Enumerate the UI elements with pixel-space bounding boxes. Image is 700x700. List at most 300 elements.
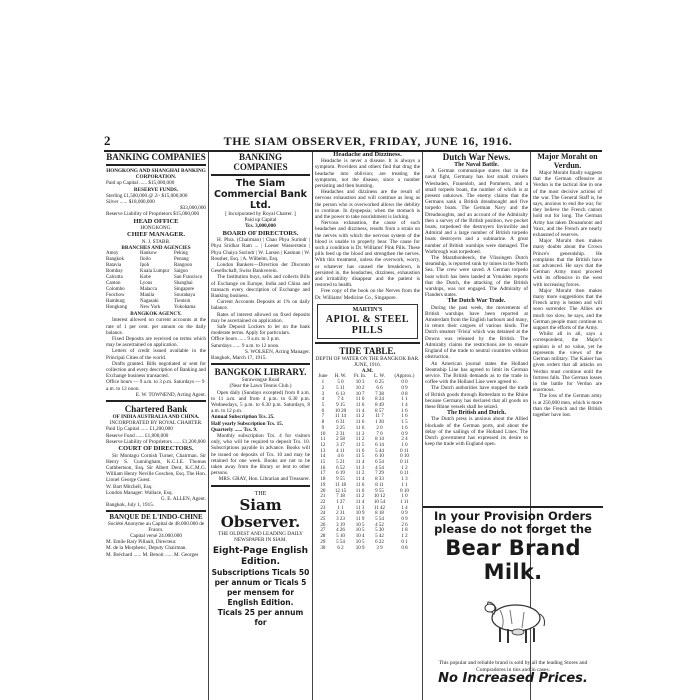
scb-date: Bangkok, March 17, 1915.	[211, 354, 267, 361]
sterling-line: Sterling £1,500,000 @ 2/- $15,000,000	[106, 192, 188, 199]
tide-cell: 4 11	[336, 448, 345, 454]
banking-title: BANKING COMPANIES	[106, 152, 206, 162]
tide-cell: 2	[321, 385, 325, 391]
tide-cell: 1 6	[401, 425, 408, 431]
cow-illustration	[480, 580, 550, 650]
tide-cell: 11 6	[355, 488, 365, 494]
divider	[106, 510, 206, 512]
tide-cell: 3 19	[336, 522, 345, 528]
tide-cell: 6 19	[336, 471, 345, 477]
chartered-inc: INCORPORATED BY ROYAL CHARTER.	[109, 420, 203, 427]
dutch-subtitle: The Naval Battle.	[454, 162, 499, 168]
tide-cell: 3 17	[336, 442, 345, 448]
tide-cell: 0 9	[401, 517, 408, 523]
martins-name: MARTIN'S	[352, 306, 383, 313]
branch-item: Penang	[174, 257, 189, 263]
scb-signature: S. WOLKEN, Acting Manager.	[244, 348, 310, 355]
column-verdun	[533, 152, 602, 507]
tide-header-cell: June	[318, 374, 328, 380]
paper-the: THE	[254, 490, 267, 497]
verdun-paragraph: Major Moraht finally suggests that the German offensive at Verdun is the tactical line in one of the most decisive actions of the war. The General Staff is, he says, anxious to end the war, for they believe the French cannot hold out for long. The German Army has taken Douaumont and Vaux, and the French are nearly exhausted of reserves.	[533, 170, 602, 239]
tide-cell: 10	[320, 431, 326, 437]
tide-cell: 1 1	[401, 397, 408, 403]
branch-item: Malacca	[140, 287, 157, 293]
dutch-paragraph: A German communique states that in the naval fight, Germany has lost small cruisers Wiesbaden, Frauenlob, and Pommern, and a small torpedo boats, the number of which is at present unknown. The enemy claims that the Germans sank a British dreadnought and five torpedo boats. The German Navy and the Dreadnoughts, and an account of the Admiralty then a survey of the British position, two pocket boats, torpedoed the destroyers Invincible and Admiral and a large number of British torpedo boats destroyers and a submarine. A great number of British warships were damaged. The Warbrough was torpedoed.	[425, 168, 528, 255]
tide-cell: 11 6	[355, 403, 365, 408]
tide-cell: 1 0	[401, 494, 408, 500]
bangkok-date: Bangkok, July 1, 1915.	[106, 502, 155, 509]
tide-cell: 0 11	[400, 448, 409, 454]
branch-item: Shanghai	[174, 281, 193, 287]
tide-cell: 5 54	[336, 539, 345, 545]
paper-subtitle: THE OLDEST AND LEADING DAILY NEWSPAPER IN SIAM.	[218, 530, 303, 544]
indochine-line: M. Bréchard ...... M. Benoit ...... M. Georges	[106, 551, 199, 558]
tide-cell: 11 6	[355, 448, 365, 454]
divider	[106, 164, 206, 166]
reserve-liability: Reserve Liability of Proprietors $15,000,000	[106, 211, 200, 218]
tide-cell: 11 2	[355, 437, 365, 443]
interest-paragraph: Interest allowed on current accounts at the rate of 1 per cent. per annum on the daily balance.	[106, 317, 206, 336]
tide-cell: 4 26	[336, 528, 345, 534]
branch-item: Singapore	[174, 287, 195, 293]
branch-item: Iloilo	[140, 257, 151, 263]
court-title: COURT OF DIRECTORS.	[118, 445, 194, 453]
paper-name: Siam Observer.	[220, 495, 301, 531]
tide-cell: 26	[320, 522, 326, 528]
reserve-liability-2: Reserve Liability of Proprietors ...... £1,200,000	[106, 438, 206, 445]
tide-cell: 11 14	[334, 414, 346, 420]
tide-cell: 1 27	[336, 499, 345, 505]
tide-cell: 6 22	[375, 539, 384, 545]
scb-registered: [ Incorporated by Royal Charter. ]	[225, 211, 296, 217]
subscription-line: English Edition.	[227, 598, 294, 608]
divider	[211, 363, 310, 365]
tide-cell: 7 0	[376, 431, 383, 437]
indochine-line: M. Emile Rary Pillault, Directeur.	[106, 539, 177, 546]
tide-cell: 5	[321, 403, 325, 408]
tide-cell: 1 30	[375, 420, 384, 426]
dutch-paragraph: During the past week, the movements of British warships have been reported at Amsterdam from the English harbours and many, in return their cargoes of various kinds. The Dutch steamer 'Frisia' which was detained at the Downs was released by the British. The Admiralty claims the restrictions are to ensure England of the trade to neutral countries without obstruction.	[425, 304, 528, 361]
capital-line: Paid up Capital ...... $15,000,000	[106, 180, 175, 187]
tide-cell: 17	[320, 471, 326, 477]
tide-cell: 4 54	[375, 465, 384, 471]
belgian-title: The British and Dutch.	[446, 410, 506, 417]
tide-cell: 6 25	[375, 380, 384, 386]
divider	[211, 485, 310, 487]
tide-cell: 2 31	[336, 511, 345, 517]
hsbc-name: HONGKONG AND SHANGHAI BANKING CORPORATION.	[106, 168, 206, 181]
total-line: $33,000,000	[180, 205, 206, 212]
branch-item: Bangkok	[106, 257, 125, 263]
tide-cell: 15	[320, 460, 326, 466]
masthead	[104, 133, 602, 151]
tide-cell: 5 10	[336, 534, 345, 540]
library-hours: Open daily (Sundays excepted) from 8 a.m. to 11 a.m. and from 4 p.m. to 6.30 p.m. Wednesdays, 5 p.m. to 6.30 p.m. Saturdays, 8 a.m. to 12 p.m.	[211, 389, 310, 415]
tide-cell: 5 30	[375, 528, 384, 534]
directors-paragraph: Sir Montagu Cornish Turner, Chairman. Sir Henry S. Cunningham, K.C.I.E. Thomas Cuthbertson, Esq. Sir Albert Dent, K.C.M.G. William Henry Neville Goschen, Esq. The Hon. Lionel George Guest.	[106, 452, 206, 484]
tide-cell: 8	[321, 420, 325, 426]
branch-item: Ipoh	[140, 263, 150, 269]
branch-item: Hankow	[140, 251, 157, 257]
branch-item: Manila	[140, 293, 155, 299]
branch-item: Tientsin	[174, 299, 191, 305]
tide-cell: 27	[320, 528, 326, 534]
branch-item: Canton	[106, 281, 121, 287]
tide-cell: 11 42	[373, 505, 386, 511]
tide-cell: 11 2	[355, 494, 365, 500]
tide-cell: 1 0	[401, 442, 408, 448]
tide-cell: 5 42	[375, 534, 384, 540]
tide-cell: 6	[321, 408, 325, 414]
tide-cell: 12	[320, 442, 326, 448]
tide-cell: 6 13	[336, 391, 345, 397]
branch-item: Kobe	[140, 275, 151, 281]
tide-cell: 1 6	[401, 414, 408, 420]
tide-cell: 11 5	[355, 454, 365, 460]
office-hours-2: Office hours ...... 9 a.m. to 3 p.m.	[211, 336, 280, 343]
tide-cell: 0 9	[401, 511, 408, 517]
office-hours: Office hours — 9 a.m. to 3 p.m. Saturdays — 9 a.m. to 12 noon.	[106, 379, 205, 392]
indochine-capital: Capital versé 24.000.000	[130, 533, 182, 540]
tide-cell: 4	[321, 397, 325, 403]
chartered-sub: OF INDIA AUSTRALIA AND CHINA.	[112, 414, 200, 421]
tide-cell: 0 10	[400, 454, 409, 460]
branch-item: Hamburg	[106, 299, 125, 305]
tide-cell: 8 11	[375, 482, 384, 488]
indochine-sub: Société Anonyme au Capital de 48.000.000 de Francs.	[107, 520, 205, 533]
tide-cell: 10 9	[355, 511, 365, 517]
tide-cell: 11	[320, 437, 326, 443]
library-road: Surawongse Road	[241, 377, 280, 384]
tide-cell: 6 2	[337, 545, 344, 551]
branch-item: Foochow	[106, 293, 125, 299]
tide-cell: 1 6	[401, 408, 408, 414]
scb-paid-up: Paid up Capital	[244, 217, 277, 224]
column-divider	[208, 152, 209, 700]
tide-cell: 7 4	[337, 397, 344, 403]
tide-cell: 7 18	[336, 494, 345, 500]
tide-cell: 11 3	[355, 505, 365, 511]
tide-cell: 10 9	[355, 545, 365, 551]
business-paragraph: The Institution buys, sells and collects Bills of Exchange on Europe, India and China and transacts every description of Exchange and Banking business.	[211, 274, 310, 299]
tide-cell: 19	[320, 482, 326, 488]
tide-cell: 10 4	[355, 534, 365, 540]
tide-cell: 9 55	[375, 488, 384, 494]
tide-cell: 9 55	[336, 477, 345, 483]
bear-brand-advertisement	[424, 510, 602, 584]
fixed-deposits: Rates of interest allowed on fixed deposits may be ascertained on application.	[211, 311, 310, 324]
tide-cell: 22	[320, 499, 326, 505]
tide-cell: 5 21	[336, 460, 345, 466]
tide-row	[315, 546, 420, 552]
tide-title: TIDE TABLE.	[339, 345, 396, 356]
tide-cell: 11 18	[334, 482, 346, 488]
library-near: (Near the Lawn Tennis Club.)	[229, 383, 292, 390]
tide-cell: 1 2	[401, 465, 408, 471]
tide-cell: 6 6	[376, 385, 383, 391]
tide-cell: 11 3	[355, 465, 365, 471]
tide-cell: 2 6	[401, 522, 408, 528]
tide-cell: 10 5	[355, 539, 365, 545]
tide-cell: 25	[320, 517, 326, 523]
divider	[315, 342, 420, 344]
tide-cell: 11 4	[355, 477, 365, 483]
branch-item: Saigon	[174, 269, 188, 275]
fixed-deposits-paragraph: Fixed Deposits are received on terms which may be ascertained on application.	[106, 336, 206, 349]
eight-page-edition: Eight-Page English Edition.	[212, 546, 309, 568]
ad-footer	[424, 660, 602, 686]
tide-cell: 1 3	[401, 477, 408, 483]
headache-paragraph: Free copy of the book on the Nerves from the Dr. Williams' Medicine Co., Singapore.	[315, 288, 420, 301]
indochine-line: M. de la Morphenc, Deputy Chairman.	[106, 545, 187, 552]
tide-cell: 28	[320, 534, 326, 540]
branch-item: Lyons	[140, 281, 153, 287]
monthly-paragraph: Monthly subscription Tcs. 4 for visitors only, who will be required to deposit Tcs. 10. Subscriptions payable in advance. Books will be issued on deposits of Tcs. 10 and may be retained for one week. Books are not to be taken away from the library or lent to other persons.	[211, 433, 310, 477]
tide-cell: 12 15	[334, 488, 347, 494]
tide-cell: 8 57	[375, 408, 384, 414]
tide-header-cell: L. W.	[374, 374, 385, 380]
page-number: 2	[104, 133, 111, 148]
verdun-paragraph: Major Moraht then makes many doubts about the Crown Prince's generalship. He complains that the British have not advanced. He says that the German Army must proceed with its offensive in the west with increasing forces.	[533, 238, 602, 288]
tide-cell: 1	[321, 380, 325, 386]
tide-cell: 7 29	[375, 471, 384, 477]
subscription-line: Ticals 25 per annum for	[217, 608, 304, 628]
annual-subscription: Annual Subscription Tcs. 25.	[211, 414, 275, 421]
tide-cell: 0 9	[401, 385, 408, 391]
trade-title: The Dutch War Trade.	[447, 298, 506, 305]
tide-cell: 1 1	[401, 482, 408, 488]
verdun-title: Major Moraht on Verdun.	[537, 152, 598, 170]
branch-item: Amoy	[106, 251, 119, 257]
reserve-fund: Reserve Fund ...... £1,800,000	[106, 432, 169, 439]
tide-header-cell: Ft. In.	[354, 374, 367, 380]
tide-table	[315, 374, 420, 551]
tide-cell: 11 7	[375, 414, 384, 420]
column-divider	[422, 152, 423, 700]
headache-paragraph: Headaches and dizziness are the result of nervous exhaustion and will continue as long as the person who is overworked allows the debility to continue. In dyspepsia; when the stomach is and the power to take nourishment is lacking.	[315, 189, 420, 221]
head-office-city: HONGKONG.	[140, 225, 172, 232]
dutch-paragraph: The Marathonbeeck, the Vlissingen Dutch steamship, is reported sunk by mines in the North Sea. The crew were saved. A German torpedo boat which has been landed at Ymuiden reports that the Dutch, the attacking of the British warships, was not engaged. The Admiralty of Flanders states.	[425, 255, 528, 299]
tide-cell: 11 6	[355, 397, 365, 403]
tide-cell: 4 6	[337, 454, 344, 460]
tide-cell: 1 8	[401, 528, 408, 534]
tide-cell: 10 12	[373, 494, 386, 500]
paid-up-capital: Paid Up Capital ...... £1,200,000	[106, 426, 173, 433]
tide-cell: 8 18	[375, 511, 384, 517]
half-yearly-subscription: Half yearly Subscription Tcs. 15.	[211, 420, 284, 427]
manager-line: W. Bart Mitchell, Esq.	[106, 483, 153, 490]
tide-am: A.M.	[361, 368, 374, 375]
tide-cell: 5 11	[336, 385, 345, 391]
dutch-paragraph: The Dutch authorities have stopped the trade of British goods through Rotterdam to the Rhine because Germany has declared that all goods on these Rhine vessels shall be seized.	[425, 385, 528, 410]
tide-cell: 24	[320, 511, 326, 517]
headache-title: Headache and Dizziness.	[333, 152, 402, 158]
tide-cell: 7	[321, 414, 325, 420]
ad-top-rule	[423, 506, 603, 508]
tide-cell: 0 9	[401, 431, 408, 437]
tide-cell: 5 44	[375, 448, 384, 454]
tide-cell: 23	[320, 505, 326, 511]
tide-cell: 2 0	[376, 425, 383, 431]
newspaper-header: THE SIAM OBSERVER, FRIDAY, JUNE 16, 1916.	[223, 134, 513, 148]
branch-item: Bombay	[106, 269, 123, 275]
tide-cell: 11 4	[355, 460, 365, 466]
branch-item: Hongkong	[106, 305, 128, 311]
tide-cell: 3	[321, 391, 325, 397]
agent-signature: E. W. TOWNEND, Acting Agent.	[135, 391, 206, 398]
ad-slogan: No Increased Prices.	[438, 671, 588, 686]
verdun-paragraph: Whilst all in all, says a correspondent, the Major's opinion is of no value, yet he represents the views of the German military. The Kaiser has given orders that all attacks on Verdun must continue until the fortress falls. The German losses in the battle for Verdun are enormous.	[533, 331, 602, 394]
ad-foot-text: This popular and reliable brand is sold by all the leading Stores and Compradores in tins and in cases.	[438, 660, 588, 673]
column-dutch-war	[425, 152, 528, 507]
tide-cell: 11 4	[355, 408, 365, 414]
tide-cell: 11 6	[355, 482, 365, 488]
credits-paragraph: Letters of credit issued available in the Principal Cities of the world.	[106, 348, 206, 361]
branches-title: BRANCHES AND AGENCIES	[121, 245, 191, 252]
tide-cell: 10 54	[373, 499, 386, 505]
tide-cell: 18	[320, 477, 326, 483]
tide-cell: 20	[320, 488, 326, 494]
column-banking-1	[106, 152, 206, 700]
branches-list	[106, 251, 206, 311]
subscription-line: per mensem for	[226, 588, 295, 598]
tide-cell: 8 14	[375, 437, 384, 443]
tide-cell: 11 2	[355, 471, 365, 477]
tide-cell: 1 11	[400, 499, 409, 505]
safe-deposit: Safe Deposit Lockers to let on the bank moderate terms. Apply for particulars.	[211, 323, 310, 337]
tide-cell: 11 2	[355, 414, 365, 420]
silver-line: Silver ...... $18,000,000	[106, 199, 155, 206]
london-bankers: London Bankers—Direction der Disconto Gesellschaft, Swiss Bankverein.	[211, 261, 310, 275]
banking-title-2: BANKING COMPANIES	[233, 152, 288, 172]
tide-cell: 16	[320, 465, 326, 471]
branch-item: Kuala Lumpur	[140, 269, 170, 275]
tide-cell: 1 5	[401, 420, 408, 426]
tide-cell: 10 5	[355, 528, 365, 534]
tide-cell: 10 7	[355, 391, 365, 397]
tide-cell: 29	[320, 539, 326, 545]
agency-title: BANGKOK AGENCY.	[130, 311, 182, 318]
branch-item: New York	[140, 305, 161, 311]
verdun-paragraph: Major Moraht then makes many more suggestions that the French army is beaten and will soon surrender. The Allies are much too slow, he says, and the German people must continue to support the efforts of the Army.	[533, 287, 602, 332]
branch-item: Peking	[174, 251, 188, 257]
branch-item: Batavia	[106, 263, 122, 269]
tide-cell: 14	[320, 454, 326, 460]
tide-cell: 2 31	[336, 431, 345, 437]
branch-item: Rangoon	[174, 263, 193, 269]
manager-title: CHIEF MANAGER.	[127, 231, 185, 239]
tide-cell: 9	[321, 425, 325, 431]
scb-name: The Siam Commercial Bank Ltd.	[213, 178, 308, 211]
tide-cell: 0 1	[401, 539, 408, 545]
ad-line-1: In your Provision Orders please do not forget the	[433, 509, 593, 536]
tide-subtitle: DEPTH OF WATER ON THE BANGKOK BAR.	[315, 355, 420, 362]
headache-paragraph: Headache is never a disease. It is always a symptom. Providers and others find that drug the headache into oblivion; are treating the symptoms, not the disease, since a number persisting and then bursting.	[315, 158, 420, 190]
tide-cell: 10 2	[355, 385, 365, 391]
dutch-title: Dutch War News.	[442, 152, 511, 162]
branch-item: Sourabaya	[174, 293, 196, 299]
column-headache	[315, 152, 420, 700]
tide-cell: 9 15	[336, 403, 345, 408]
tide-cell: 1 2	[401, 534, 408, 540]
dutch-paragraph: The Dutch press is anxious about the Allied blockade of the German ports, and about the delay of the sailings of the Holland Lines. The Dutch government has expressed its desire to keep the trade with England open.	[425, 416, 528, 448]
indochine-title: BANQUE DE L'INDO-CHINE	[109, 513, 203, 522]
tide-cell: 10 20	[334, 408, 347, 414]
headache-paragraph: Nervous exhaustion, the cause of such headaches and dizziness, results from a strain on the nerves with which the nervous system of the blood is unable to properly bear. The cause for such a condition is Dr. Williams' Pink Pills. These pills feed up the blood and strengthen the nerves. With this treatment, unless the overwork, worry, or whatever has caused the breakdown, is persisted in, the headaches, dizziness, exhaustion and irritability disappear and the patient is restored to health.	[315, 220, 420, 289]
column-divider	[312, 152, 313, 700]
tide-month: JUNE, 1916.	[354, 362, 381, 369]
tide-cell: 11 3	[355, 431, 365, 437]
martins-product: APIOL & STEEL PILLS	[325, 313, 410, 336]
branch-item: San Francisco	[174, 275, 203, 281]
chartered-title: Chartered Bank	[124, 404, 188, 415]
tide-cell: 13	[320, 448, 326, 454]
branch-item: Yokohama	[174, 305, 196, 311]
tide-cell: 6 54	[375, 460, 384, 466]
scb-amount: Tcs. 3,000,000	[245, 223, 276, 230]
tide-cell: 11 6	[355, 425, 365, 431]
head-office-title: HEAD OFFICE	[133, 217, 179, 225]
verdun-paragraph: The loss of the German army is at 250,000 men, which is more than the French and the British together have lost.	[533, 393, 602, 418]
tide-cell: 3 23	[336, 517, 345, 523]
tide-cell: 8 24	[375, 397, 384, 403]
saturdays-hours: Saturdays ...... 9 a.m. to 12 noon.	[211, 342, 280, 349]
tide-cell: 7 38	[375, 391, 384, 397]
tide-cell: 6 52	[336, 465, 345, 471]
tide-cell: 11 5	[355, 442, 365, 448]
column-banking-2	[211, 152, 310, 700]
tide-cell: 21	[320, 494, 326, 500]
tide-cell: 5 54	[375, 517, 384, 523]
tide-cell: 11 6	[355, 420, 365, 426]
subscription-line: Subscriptions Ticals 50	[211, 568, 310, 578]
dutch-paragraph: An American journal states the Holland Steamship Line has agreed to limit its German service. The British demands as to the trade in coffee with the Holland Line were agreed to.	[425, 360, 528, 386]
tide-cell: 11 4	[355, 499, 365, 505]
divider	[106, 400, 206, 402]
quarterly-subscription: Quarterly ...... Tcs. 9.	[211, 426, 258, 433]
divider	[211, 174, 310, 176]
tide-cell: 1 1	[337, 505, 344, 511]
tide-cell: 8 49	[375, 403, 384, 408]
reserve-title: RESERVE FUNDS.	[133, 186, 179, 193]
london-manager: London Manager: Wallace, Esq.	[106, 489, 173, 496]
tide-header-cell: H. W.	[334, 374, 347, 380]
tide-cell: 10 3	[355, 380, 365, 386]
tide-cell: 2 4	[401, 437, 408, 443]
branch-item: Colombo	[106, 287, 125, 293]
tide-cell: 6 14	[375, 442, 384, 448]
tide-cell: 3 9	[376, 545, 383, 551]
tide-cell: 8 33	[375, 477, 384, 483]
tide-cell: 0 11	[400, 460, 409, 466]
tide-cell: 0 8	[401, 545, 408, 551]
manager-name: N. J. STABB.	[141, 238, 171, 245]
ad-line-2: Bear Brand Milk.	[445, 536, 581, 584]
tide-cell: 0 10	[400, 488, 409, 494]
subscription-line: per annum or Ticals 5	[214, 578, 307, 588]
tide-cell: 2 25	[336, 425, 345, 431]
tide-cell: 1 4	[401, 403, 408, 408]
branch-item: Calcutta	[106, 275, 123, 281]
tide-cell: 6 10	[375, 454, 384, 460]
board-directors: H. Phra. (Chairman) | Chao Phya Surindr | Phya Sridhar Ram ... | Loeser Wasserstein | Phya Chaiya Surindr | W. Larsen | Kasman | W. Rossher, Esq. | A. Wilhelm, Esq.	[211, 237, 310, 262]
library-title: BANGKOK LIBRARY.	[214, 367, 307, 378]
tide-cell: 4 52	[375, 522, 384, 528]
tide-cell: 5 0	[337, 380, 344, 386]
board-title: BOARD OF DIRECTORS.	[222, 229, 299, 237]
bangkok-signature: G. E. ALLEN, Agent.	[160, 496, 206, 503]
librarian-signature: MRS. GRAY, Hon. Librarian and Treasurer.	[218, 476, 310, 483]
